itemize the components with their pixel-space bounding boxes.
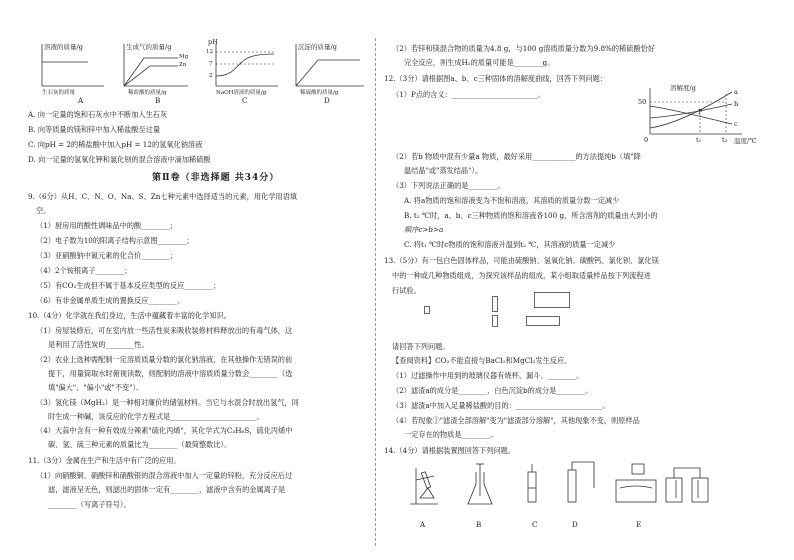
graph-b-zn-label: Zn <box>179 62 187 68</box>
solubility-graph <box>636 84 760 146</box>
q13b-line: 【查阅资料】CO₂不能直接与BaCl₂和MgCl₂发生反应。 <box>392 356 572 365</box>
apparatus-c <box>528 464 536 502</box>
q12-line: 顺序c>b>a <box>404 225 444 234</box>
apparatus-svg <box>404 458 754 512</box>
graph-d-xlabel: 稀硫酸的质量/g <box>300 90 339 96</box>
solubility-xtick-t1: t₁ <box>696 136 702 144</box>
right-column <box>384 0 766 560</box>
apparatus-letter-d: D <box>572 520 578 529</box>
q10-line: 是利用了活性炭的________性。 <box>48 340 149 349</box>
q9-line: （5）有CO₂生成但不属于基本反应类型的反应________； <box>36 281 221 290</box>
apparatus-letter-c: C <box>532 520 538 529</box>
apparatus-d <box>568 462 594 502</box>
apparatus-row <box>404 458 754 512</box>
q11-line: （1）向硝酸铜、硝酸锌和硝酸银的混合溶液中加入一定量的锌粉，充分反应后过 <box>36 471 293 480</box>
graph-b-mg-label: Mg <box>179 54 189 60</box>
graph-letter-d: D <box>324 96 330 105</box>
solubility-xtick-t2: t₂ <box>722 136 728 144</box>
q12-line: B. t₂ ℃时，a、b、c三种物质的饱和溶液各100 g，所含溶剂的质量由大到小的 <box>404 211 658 220</box>
graph-a-ylabel: 溶液的质量/g <box>44 43 83 51</box>
graphs-row <box>28 40 372 102</box>
option-a: A. 向一定量的饱和石灰水中不断加入生石灰 <box>28 110 168 119</box>
solubility-ytick-50: 50 <box>638 98 647 106</box>
q12-line: 12.（3分）请根据图a、b、c三种固体的溶解度曲线，回答下列问题： <box>384 74 607 83</box>
q10-line: （4）大蒜中含有一种有效成分辣素"硫化丙烯"，其化学式为C₃H₆S，硫化丙烯中 <box>36 426 293 435</box>
graph-c-ylabel: pH <box>208 38 218 46</box>
left-column <box>28 0 372 560</box>
solubility-ylabel: 溶解度/g <box>670 84 696 92</box>
solubility-origin: 0 <box>644 136 649 144</box>
flowchart-box <box>492 296 498 312</box>
option-b: B. 向等质量的镁和锌中加入稀盐酸至过量 <box>28 125 161 134</box>
q13b-line: （2）滤渣a的成分是________，白色沉淀b的成分是________。 <box>392 386 593 395</box>
q13-line: 中的一种或几种物质组成，为探究该样品的组成，某小组取适量样品按下列流程进 <box>392 271 651 280</box>
graph-c-tick-2: 2 <box>209 73 213 79</box>
q9-line: （3）亚硝酸钠中氮元素的化合价________； <box>36 251 178 260</box>
q11-line: ________（写离子符号）。 <box>48 500 131 509</box>
section-title: 第Ⅱ卷（非选择题 共34分） <box>152 173 280 183</box>
graph-letter-c: C <box>242 96 248 105</box>
solubility-xunit: 温度/℃ <box>734 137 757 145</box>
option-d: D. 向一定量的氢氧化钾和氯化钡的混合溶液中滴加稀硫酸 <box>28 155 211 164</box>
graph-d-ylabel: 沉淀的质量/g <box>298 43 337 51</box>
q9-line: （6）有非金属单质生成的置换反应________。 <box>36 296 185 305</box>
point-p: P <box>698 108 703 116</box>
apparatus-letter-e: E <box>636 520 642 529</box>
apparatus-e <box>616 464 708 502</box>
q11b-line: （2）若锌和镁混合物的质量为4.8 g，与100 g溶质质量分数为9.8%的稀硫酸恰好 <box>392 44 656 53</box>
graph-letter-a: A <box>78 96 84 105</box>
flowchart-box <box>534 292 570 308</box>
q10-line: 提下，用量筒取水时俯视读数，则配制的溶液中溶质质量分数会________（选 <box>48 369 293 378</box>
q10-line: 碳、氢、硫三种元素的质量比为________（最简整数比）。 <box>48 440 232 449</box>
q13b-line: （1）过滤操作中用到的玻璃仪器有烧杯、漏斗、________。 <box>392 371 584 380</box>
q11b-line: 完全反应，则生成H₂的质量可能是________g。 <box>404 58 555 67</box>
q12-line: A. 将a物质的饱和溶液变为不饱和溶液，其溶质的质量分数一定减少 <box>404 196 620 205</box>
q9-line: （2）电子数为10的阳离子结构示意图________； <box>36 236 194 245</box>
q12-line: （3）下列说法正确的是________。 <box>392 181 505 190</box>
q13b-line: （4）若现象①"滤渣全部溶解"变为"滤渣部分溶解"，其他现象不变，则原样品 <box>392 416 640 425</box>
graph-a-xlabel: 生石灰的质量 <box>42 90 76 96</box>
q11-line: 滤，滤液呈无色，则滤出的固体一定有________，滤液中含有的金属离子是 <box>48 485 286 494</box>
q10-line: 时生成一种碱，该反应的化学方程式是________________________。 <box>48 412 264 421</box>
curve-label-c: c <box>734 120 738 128</box>
flowchart-box <box>526 316 560 326</box>
graph-c-tick-7: 7 <box>209 61 213 67</box>
q12-line: 温结晶"或"蒸发结晶"）。 <box>404 166 483 175</box>
apparatus-letter-b: B <box>476 520 482 529</box>
q13-line: 行试验。 <box>392 286 421 295</box>
graph-c-tick-12: 12 <box>206 49 213 55</box>
q14-line: 14.（4分）请根据装置图回答下列问题。 <box>384 446 516 455</box>
q12-line: （2）若b 物质中混有少量a 物质，最好采用____________的方法提纯b（填"降 <box>392 152 641 161</box>
option-c: C. 向pH = 2的稀盐酸中加入pH = 12的氢氧化钠溶液 <box>28 140 203 149</box>
q11-line: 11.（3分）金属在生产和生活中有广泛的应用。 <box>28 456 181 465</box>
apparatus-letter-a: A <box>420 520 426 529</box>
q13b-line: （3）滤渣a中加入足量稀盐酸的目的：________________________。 <box>392 401 610 410</box>
q9-line: （4）2个铵根离子________； <box>36 266 132 275</box>
q10-line: 10.（4分）化学就在我们身边，生活中蕴藏着丰富的化学知识。 <box>28 311 231 320</box>
q10-line: （2）农业上选种需配制一定溶质质量分数的氯化钠溶液，在其他操作无错误的前 <box>36 355 293 364</box>
graph-b-xlabel: 稀盐酸的质量/g <box>128 90 167 96</box>
q10-line: （3）氢化镁（MgH₂）是一种相对廉价的储氢材料。当它与水混合时放出氢气，同 <box>36 398 299 407</box>
graph-b-ylabel: 生成气的质量/g <box>126 43 172 51</box>
q10-line: （1）房屋装修后，可在室内放一些活性炭来吸收装修材料释放出的有毒气体，这 <box>36 326 293 335</box>
q10-line: 填"偏大"、"偏小"或"不变"）。 <box>48 383 144 392</box>
graph-c <box>216 44 278 86</box>
curve-label-b: b <box>734 100 739 108</box>
q13b-line: 一定存在的物质是________。 <box>404 430 498 439</box>
apparatus-b <box>468 464 492 504</box>
column-divider <box>375 38 376 546</box>
q13-line: 13.（5分）有一包白色固体样品，可能由硫酸钠、氢氧化钠、碳酸钙、氯化钡、氯化镁 <box>384 256 659 265</box>
graph-letter-b: B <box>155 96 161 105</box>
apparatus-a <box>410 468 438 504</box>
q12-line: （1）P点的含义：________________________。 <box>392 90 546 99</box>
q9-line: 空。 <box>36 206 51 215</box>
q9-line: 9.（6分）从H、C、N、O、Na、S、Zn七种元素中选择适当的元素，用化学用语填 <box>28 192 297 201</box>
flowchart-box <box>424 306 430 314</box>
flowchart-box <box>492 315 498 327</box>
q13b-line: 请回答下列问题。 <box>392 342 450 351</box>
q9-line: （1）厨房用的酸性调味品中的酸________； <box>36 221 178 230</box>
curve-label-a: a <box>734 88 738 96</box>
q12-line: C. 将t₁ ℃时c物质的饱和溶液升温到t₂ ℃，其溶液的质量一定减少 <box>404 240 616 249</box>
graph-c-xlabel: NaOH溶液的质量/g <box>216 90 267 96</box>
